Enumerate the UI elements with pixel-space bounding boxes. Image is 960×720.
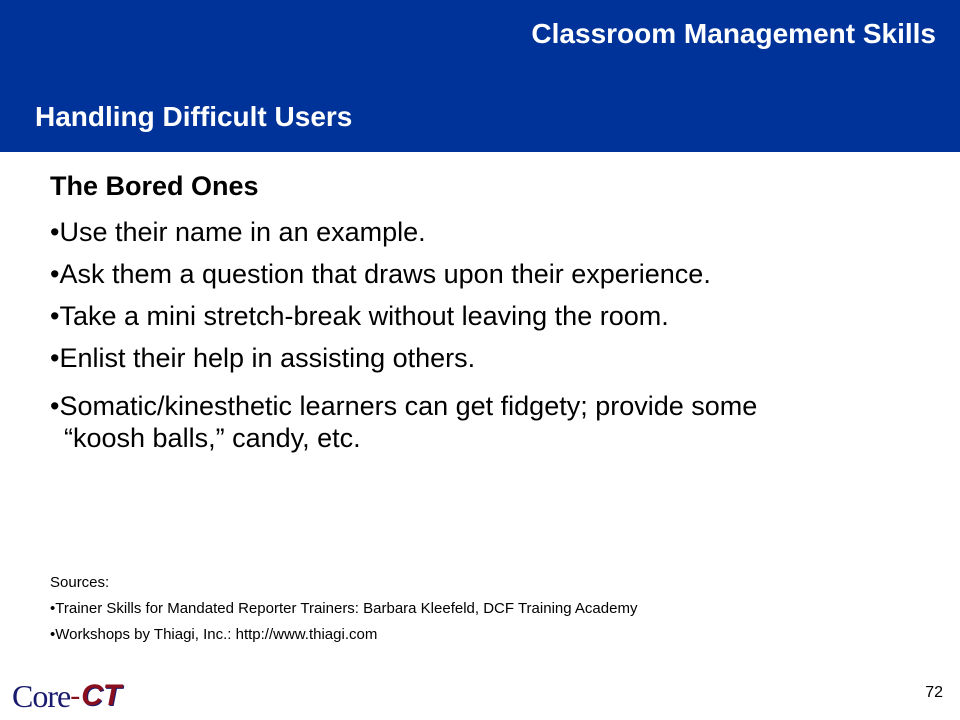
slide-title: Classroom Management Skills	[531, 18, 936, 49]
logo-text-ct: CT	[81, 679, 122, 712]
slide-content	[50, 170, 920, 464]
logo-text-dash: -	[70, 679, 81, 712]
bullet-item: •Take a mini stretch-break without leaving the room.	[50, 301, 669, 331]
logo-text-core: Core	[12, 678, 71, 714]
bullet-item: •Enlist their help in assisting others.	[50, 343, 476, 373]
sources-label: Sources:	[50, 574, 110, 591]
slide-subtitle: Handling Difficult Users	[35, 101, 353, 132]
page-number: 72	[925, 684, 943, 701]
bullet-item: •Ask them a question that draws upon their experience.	[50, 259, 711, 289]
source-item: •Workshops by Thiagi, Inc.: http://www.thiagi.com	[50, 626, 378, 643]
bullet-line-continued: “koosh balls,” candy, etc.	[64, 423, 361, 453]
bullet-item-multiline	[50, 390, 920, 454]
section-heading: The Bored Ones	[50, 171, 259, 201]
bullet-item: •Use their name in an example.	[50, 217, 426, 247]
core-ct-logo	[12, 678, 121, 712]
sources-section	[50, 572, 910, 650]
source-item: •Trainer Skills for Mandated Reporter Trainers: Barbara Kleefeld, DCF Training Academy	[50, 600, 638, 617]
bullet-line: •Somatic/kinesthetic learners can get fidgety; provide some	[50, 391, 758, 421]
header-banner	[0, 0, 960, 152]
